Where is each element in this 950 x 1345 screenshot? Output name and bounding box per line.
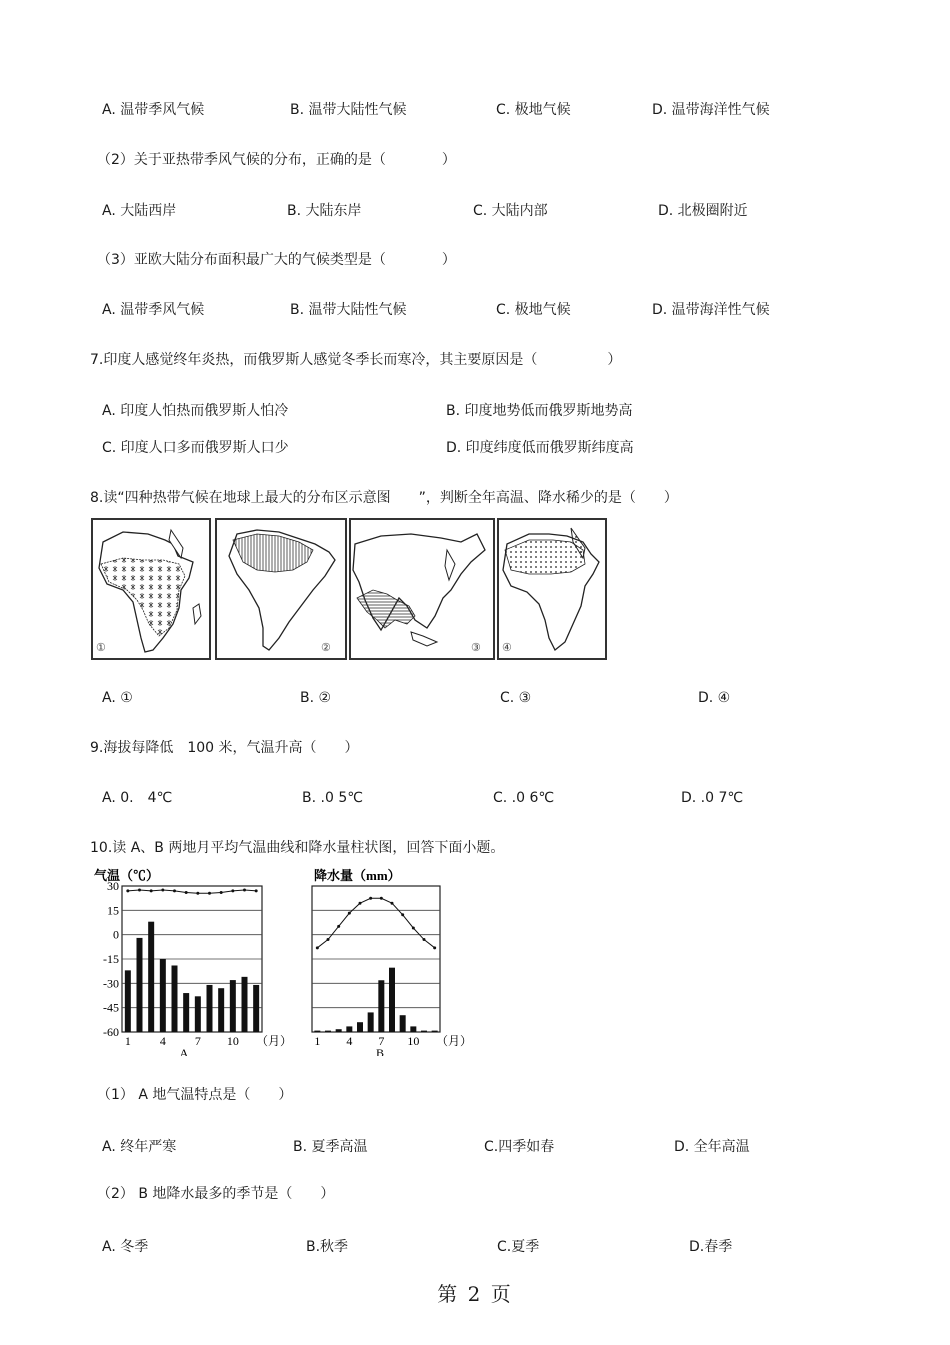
map-2-south-america-rainforest [215, 518, 347, 660]
chart-a-x-tick: 1 [124, 1034, 131, 1048]
q6-options-1 [0, 100, 950, 122]
q6-2-option-b[interactable]: B. 大陆东岸 [287, 203, 362, 219]
map-4-africa-desert [497, 518, 607, 660]
chart-b-label: B [375, 1046, 385, 1056]
q6-2-option-c[interactable]: C. 大陆内部 [473, 203, 548, 219]
q10-options-1 [0, 1137, 950, 1159]
chart-a-label: A [179, 1046, 189, 1056]
chart-a-bar [148, 922, 154, 1032]
q10-options-2 [0, 1237, 950, 1259]
chart-a-bar [172, 965, 178, 1032]
q6-1-option-d[interactable]: D. 温带海洋性气候 [652, 102, 770, 118]
q7-option-a[interactable]: A. 印度人怕热而俄罗斯人怕冷 [102, 403, 289, 419]
chart-b-temp-point [337, 925, 340, 928]
q6-1-option-c[interactable]: C. 极地气候 [496, 102, 571, 118]
q7-option-b[interactable]: B. 印度地势低而俄罗斯地势高 [446, 403, 633, 419]
chart-a-bar [160, 959, 166, 1032]
q8-option-c[interactable]: C. ③ [500, 690, 532, 706]
chart-a-climate [92, 866, 292, 1056]
q6-3-option-d[interactable]: D. 温带海洋性气候 [652, 302, 770, 318]
q6-sub2-stem: （2）关于亚热带季风气候的分布，正确的是（ ） [97, 152, 456, 168]
chart-a-temp-point [150, 889, 153, 892]
q6-2-option-a[interactable]: A. 大陆西岸 [102, 203, 177, 219]
q10-1-option-a[interactable]: A. 终年严寒 [102, 1139, 177, 1155]
chart-b-temp-point [348, 912, 351, 915]
chart-b-x-tick: 1 [314, 1034, 321, 1048]
chart-b-temp-point [327, 938, 330, 941]
chart-a-y-tick: 30 [107, 879, 119, 893]
chart-b-bar [421, 1031, 427, 1032]
q6-sub2 [0, 150, 950, 172]
chart-b-bar [400, 1015, 406, 1032]
q6-3-option-c[interactable]: C. 极地气候 [496, 302, 571, 318]
chart-b-temp-point [369, 897, 372, 900]
chart-b-x-tick: 10 [407, 1034, 420, 1048]
chart-b-x-unit: （月） [435, 1034, 473, 1048]
q9-options [0, 788, 950, 810]
chart-a-temp-line [128, 890, 256, 893]
q9-stem: 9.海拔每降低 100 米，气温升高（ ） [90, 740, 359, 756]
q7-options-row1 [0, 401, 950, 423]
chart-b-temp-point [391, 902, 394, 905]
q6-3-option-a[interactable]: A. 温带季风气候 [102, 302, 205, 318]
chart-b-bar [368, 1012, 374, 1032]
q8 [0, 488, 950, 510]
q10-2-option-a[interactable]: A. 冬季 [102, 1239, 149, 1255]
q10-2-option-d[interactable]: D.春季 [689, 1239, 733, 1255]
q10-1-option-d[interactable]: D. 全年高温 [674, 1139, 750, 1155]
chart-b-temp-point [423, 938, 426, 941]
q8-option-a[interactable]: A. ① [102, 690, 133, 706]
q8-option-b[interactable]: B. ② [300, 690, 332, 706]
chart-a-temp-point [243, 889, 246, 892]
chart-b-bar [357, 1022, 363, 1032]
q6-sub3 [0, 250, 950, 272]
chart-b-bar [346, 1026, 352, 1032]
q10-sub2 [0, 1184, 950, 1206]
map-3-asia-monsoon [349, 518, 495, 660]
map-3-label: ③ [471, 641, 481, 654]
q8-stem: 8.读“四种热带气候在地球上最大的分布区示意图 ”，判断全年高温、降水稀少的是（ ） [90, 490, 678, 506]
chart-b-temp-point [412, 926, 415, 929]
q6-sub3-stem: （3）亚欧大陆分布面积最广大的气候类型是（ ） [97, 252, 456, 268]
chart-a-bar [230, 980, 236, 1032]
chart-b-bar [336, 1029, 342, 1032]
chart-b-title: 降水量（mm） [314, 868, 401, 883]
chart-a-temp-point [208, 892, 211, 895]
chart-a-temp-point [196, 892, 199, 895]
map-2-label: ② [321, 641, 331, 654]
chart-a-bar [137, 938, 143, 1032]
q7-option-c[interactable]: C. 印度人口多而俄罗斯人口少 [102, 440, 289, 456]
chart-a-bar [195, 996, 201, 1032]
chart-a-bar [125, 970, 131, 1032]
chart-a-bar [183, 993, 189, 1032]
chart-a-y-tick: -15 [103, 952, 119, 966]
chart-a-temp-point [185, 891, 188, 894]
chart-a-x-tick: 10 [226, 1034, 239, 1048]
chart-b-climate [300, 866, 480, 1056]
map-4-label: ④ [502, 641, 512, 654]
chart-a-temp-point [231, 889, 234, 892]
chart-b-temp-point [380, 897, 383, 900]
q7-stem: 7.印度人感觉终年炎热，而俄罗斯人感觉冬季长而寒冷，其主要原因是（ ） [90, 352, 622, 368]
q8-options [0, 688, 950, 710]
q9-option-d[interactable]: D. .0 7℃ [681, 790, 744, 806]
chart-b-bar [389, 968, 395, 1032]
chart-a-temp-point [173, 889, 176, 892]
chart-a-x-unit: （月） [255, 1034, 292, 1048]
chart-a-temp-point [161, 889, 164, 892]
chart-b-bar [314, 1031, 320, 1032]
q7-options-row2 [0, 438, 950, 460]
q10-2-option-b[interactable]: B.秋季 [306, 1239, 349, 1255]
q10 [0, 838, 950, 860]
chart-a-temp-point [138, 889, 141, 892]
chart-b-bar [325, 1031, 331, 1032]
q9 [0, 738, 950, 760]
chart-b-temp-point [401, 913, 404, 916]
map-1-africa-savanna [91, 518, 211, 660]
chart-a-y-tick: -45 [103, 1000, 119, 1015]
q10-sub1-stem: （1） A 地气温特点是（ ） [97, 1087, 293, 1103]
q10-stem: 10.读 A、B 两地月平均气温曲线和降水量柱状图，回答下面小题。 [90, 840, 505, 856]
page-number: 第 2 页 [437, 1282, 513, 1306]
q6-1-option-b[interactable]: B. 温带大陆性气候 [290, 102, 407, 118]
q9-option-b[interactable]: B. .0 5℃ [302, 790, 363, 806]
chart-a-temp-point [126, 889, 129, 892]
chart-a-y-tick: -30 [103, 976, 119, 991]
chart-b-bar [378, 980, 384, 1032]
chart-b-x-tick: 7 [378, 1034, 385, 1048]
q8-option-d[interactable]: D. ④ [698, 690, 731, 706]
chart-a-temp-point [255, 889, 258, 892]
chart-b-x-tick: 4 [346, 1034, 353, 1048]
map-1-label: ① [96, 641, 106, 654]
q10-1-option-b[interactable]: B. 夏季高温 [293, 1139, 368, 1155]
q7-option-d[interactable]: D. 印度纬度低而俄罗斯纬度高 [446, 440, 634, 456]
chart-a-y-tick: 15 [107, 903, 119, 918]
chart-a-bar [218, 988, 224, 1032]
chart-a-y-tick: -60 [103, 1025, 119, 1039]
q6-1-option-a[interactable]: A. 温带季风气候 [102, 102, 205, 118]
q6-3-option-b[interactable]: B. 温带大陆性气候 [290, 302, 407, 318]
q10-1-option-c[interactable]: C.四季如春 [484, 1139, 555, 1155]
chart-b-temp-line [317, 898, 434, 948]
chart-b-bar [410, 1026, 416, 1032]
chart-a-x-tick: 7 [194, 1034, 201, 1048]
q9-option-c[interactable]: C. .0 6℃ [493, 790, 555, 806]
chart-a-bar [242, 977, 248, 1032]
chart-a-x-tick: 4 [159, 1034, 166, 1048]
q10-sub1 [0, 1085, 950, 1107]
q6-options-3 [0, 300, 950, 322]
chart-a-y-tick: 0 [113, 927, 119, 942]
chart-a-bar [207, 985, 213, 1032]
q6-2-option-d[interactable]: D. 北极圈附近 [658, 203, 748, 219]
chart-a-bar [253, 985, 259, 1032]
q6-options-2 [0, 201, 950, 223]
chart-a-temp-point [220, 891, 223, 894]
chart-a-title: 气温（℃） [94, 868, 160, 883]
q9-option-a[interactable]: A. 0. 4℃ [102, 790, 173, 806]
chart-b-temp-point [433, 946, 436, 949]
q7 [0, 350, 950, 372]
chart-b-bar [432, 1031, 438, 1032]
chart-b-temp-point [359, 902, 362, 905]
q10-2-option-c[interactable]: C.夏季 [497, 1239, 540, 1255]
q10-sub2-stem: （2） B 地降水最多的季节是（ ） [97, 1186, 335, 1202]
chart-b-temp-point [316, 946, 319, 949]
